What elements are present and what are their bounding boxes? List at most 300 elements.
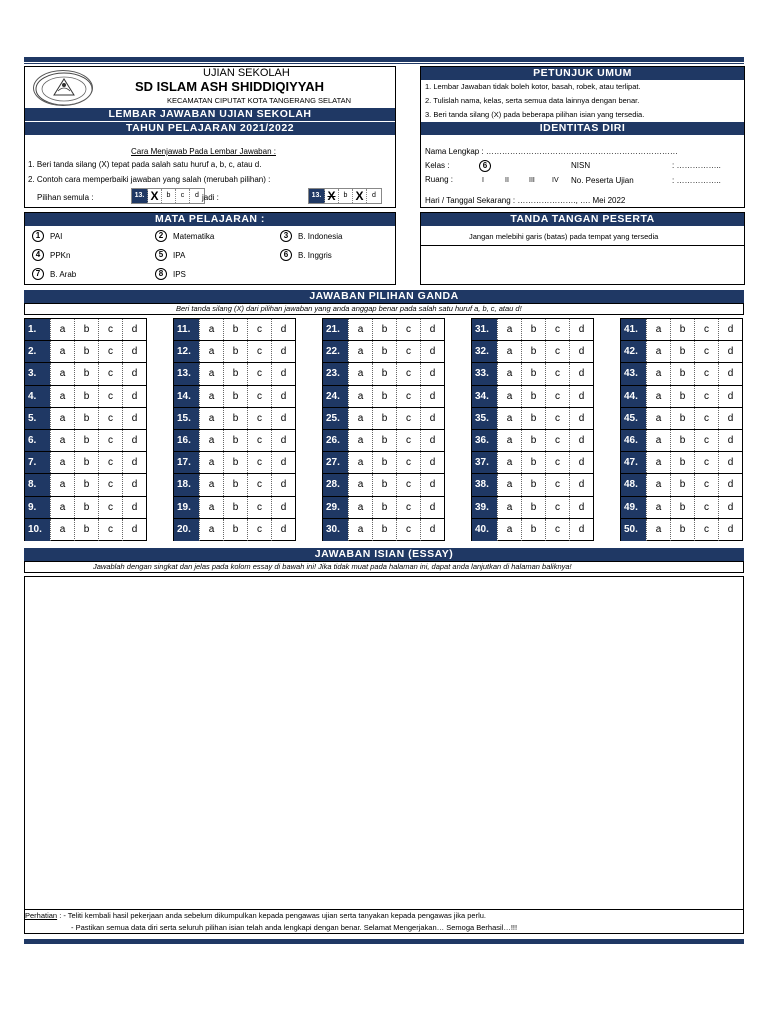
answer-option-c[interactable]: c xyxy=(247,519,271,541)
answer-option-a[interactable]: a xyxy=(497,452,521,473)
answer-option-d[interactable]: d xyxy=(122,474,146,495)
answer-option-a[interactable]: a xyxy=(199,386,223,407)
answer-option-c[interactable]: c xyxy=(247,363,271,384)
answer-option-a[interactable]: a xyxy=(50,363,74,384)
answer-option-c[interactable]: c xyxy=(396,474,420,495)
question-number: 30. xyxy=(323,519,348,541)
mapel-option-8[interactable] xyxy=(155,268,186,280)
bottom-rule xyxy=(24,939,744,944)
answer-option-c[interactable]: c xyxy=(247,341,271,362)
answer-option-b[interactable]: b xyxy=(670,519,694,541)
answer-option-a[interactable]: a xyxy=(646,430,670,451)
answer-column-1 xyxy=(24,318,147,541)
answer-option-a[interactable]: a xyxy=(348,430,372,451)
answer-option-a[interactable]: a xyxy=(50,430,74,451)
answer-option-d[interactable]: d xyxy=(718,386,742,407)
answer-option-a[interactable]: a xyxy=(646,363,670,384)
answer-option-a[interactable]: a xyxy=(646,497,670,518)
answer-option-c[interactable]: c xyxy=(694,408,718,429)
question-number: 28. xyxy=(323,474,348,495)
answer-option-d[interactable]: d xyxy=(420,519,444,541)
answer-option-b[interactable]: b xyxy=(372,519,396,541)
perhatian-line-2: - Pastikan semua data diri serta seluruh pilihan isian telah anda lengkapi dengan benar. Selamat Mengerjakan… Semoga Berhasil…!!! xyxy=(71,923,518,932)
essay-note: Jawablah dengan singkat dan jelas pada kolom essay di bawah ini! Jika tidak muat pada halaman ini, dapat anda lanjutkan di halaman baliknya! xyxy=(93,562,572,571)
answer-option-c[interactable]: c xyxy=(545,430,569,451)
answer-option-d[interactable]: d xyxy=(271,408,295,429)
answer-option-c[interactable]: c xyxy=(545,363,569,384)
question-number: 9. xyxy=(25,497,50,518)
answer-option-d[interactable]: d xyxy=(122,363,146,384)
answer-row xyxy=(25,341,146,363)
signature-area[interactable] xyxy=(421,246,744,284)
pilihan-semula-label: Pilihan semula : xyxy=(37,193,94,202)
answer-option-b[interactable]: b xyxy=(74,430,98,451)
answer-option-a[interactable]: a xyxy=(497,519,521,541)
answer-option-b[interactable]: b xyxy=(74,363,98,384)
answer-option-b[interactable]: b xyxy=(372,452,396,473)
mapel-number: 8 xyxy=(155,268,167,280)
answer-option-a[interactable]: a xyxy=(199,497,223,518)
answer-option-c[interactable]: c xyxy=(545,408,569,429)
answer-option-b[interactable]: b xyxy=(74,452,98,473)
question-number: 37. xyxy=(472,452,497,473)
mapel-option-7[interactable] xyxy=(32,268,76,280)
mapel-option-5[interactable] xyxy=(155,249,185,261)
question-number: 39. xyxy=(472,497,497,518)
answer-option-b[interactable]: b xyxy=(74,474,98,495)
petunjuk-title: PETUNJUK UMUM xyxy=(421,67,744,80)
answer-option-d[interactable]: d xyxy=(122,319,146,340)
question-number: 33. xyxy=(472,363,497,384)
answer-option-b[interactable]: b xyxy=(372,386,396,407)
answer-option-d[interactable]: d xyxy=(718,341,742,362)
answer-option-a[interactable]: a xyxy=(497,341,521,362)
answer-option-a[interactable]: a xyxy=(50,386,74,407)
answer-option-a[interactable]: a xyxy=(497,497,521,518)
answer-option-d[interactable]: d xyxy=(420,430,444,451)
answer-option-b[interactable]: b xyxy=(74,386,98,407)
question-number: 45. xyxy=(621,408,646,429)
answer-option-d[interactable]: d xyxy=(718,497,742,518)
answer-row xyxy=(621,363,742,385)
answer-option-d[interactable]: d xyxy=(569,363,593,384)
answer-option-b[interactable]: b xyxy=(223,408,247,429)
answer-option-c[interactable]: c xyxy=(247,497,271,518)
answer-option-a[interactable]: a xyxy=(646,386,670,407)
answer-option-c[interactable]: c xyxy=(98,519,122,541)
perhatian-text-1: : - Teliti kembali hasil pekerjaan anda sebelum dikumpulkan kepada pengawas ujian serta tanyakan kepada pengawas jika perlu. xyxy=(57,911,486,920)
answer-option-b[interactable]: b xyxy=(74,341,98,362)
nama-field[interactable]: Nama Lengkap : ……………………………………………………………… xyxy=(425,147,678,156)
essay-note-box xyxy=(24,561,744,573)
kelas-label: Kelas : xyxy=(425,161,450,170)
answer-option-d[interactable]: d xyxy=(420,408,444,429)
answer-option-b[interactable]: b xyxy=(372,474,396,495)
answer-option-b[interactable]: b xyxy=(670,319,694,340)
answer-option-d[interactable]: d xyxy=(569,474,593,495)
question-number: 7. xyxy=(25,452,50,473)
answer-option-d[interactable]: d xyxy=(569,452,593,473)
answer-option-b[interactable]: b xyxy=(223,341,247,362)
answer-option-d[interactable]: d xyxy=(420,341,444,362)
answer-option-a[interactable]: a xyxy=(50,474,74,495)
answer-option-b[interactable]: b xyxy=(223,386,247,407)
answer-option-d[interactable]: d xyxy=(271,474,295,495)
answer-option-b[interactable]: b xyxy=(372,319,396,340)
mapel-option-6[interactable] xyxy=(280,249,332,261)
answer-option-d[interactable]: d xyxy=(569,519,593,541)
answer-option-b[interactable]: b xyxy=(521,386,545,407)
answer-row xyxy=(174,341,295,363)
answer-option-c[interactable]: c xyxy=(545,497,569,518)
answer-option-c[interactable]: c xyxy=(98,497,122,518)
answer-option-d[interactable]: d xyxy=(122,519,146,541)
answer-option-a[interactable]: a xyxy=(50,519,74,541)
answer-option-d[interactable]: d xyxy=(122,386,146,407)
answer-option-c[interactable]: c xyxy=(247,386,271,407)
answer-option-c[interactable]: c xyxy=(545,319,569,340)
answer-option-d[interactable]: d xyxy=(122,430,146,451)
answer-option-c[interactable]: c xyxy=(98,341,122,362)
answer-option-c[interactable]: c xyxy=(694,430,718,451)
answer-option-a[interactable]: a xyxy=(348,386,372,407)
answer-option-d[interactable]: d xyxy=(569,497,593,518)
answer-option-d[interactable]: d xyxy=(271,452,295,473)
answer-option-c[interactable]: c xyxy=(545,341,569,362)
question-number: 13. xyxy=(174,363,199,384)
answer-option-a[interactable]: a xyxy=(199,430,223,451)
answer-option-d[interactable]: d xyxy=(271,341,295,362)
answer-row xyxy=(621,319,742,341)
answer-option-d[interactable]: d xyxy=(420,386,444,407)
example-before: 13. X b c d xyxy=(131,188,205,204)
answer-option-b[interactable]: b xyxy=(372,363,396,384)
answer-option-b[interactable]: b xyxy=(670,452,694,473)
answer-option-a[interactable]: a xyxy=(497,363,521,384)
answer-option-d[interactable]: d xyxy=(569,408,593,429)
ruang-option-3[interactable]: III xyxy=(529,177,535,184)
nisn-field[interactable]: : …………….. xyxy=(672,161,721,170)
answer-option-b[interactable]: b xyxy=(74,519,98,541)
answer-row xyxy=(472,408,593,430)
identitas-title: IDENTITAS DIRI xyxy=(421,122,744,135)
answer-option-a[interactable]: a xyxy=(50,408,74,429)
answer-option-a[interactable]: a xyxy=(50,452,74,473)
answer-option-a[interactable]: a xyxy=(646,474,670,495)
answer-option-a[interactable]: a xyxy=(497,319,521,340)
mapel-name: Matematika xyxy=(173,231,215,241)
answer-option-a[interactable]: a xyxy=(348,408,372,429)
answer-option-d[interactable]: d xyxy=(122,408,146,429)
answer-option-c[interactable]: c xyxy=(98,386,122,407)
answer-row xyxy=(174,497,295,519)
question-number: 36. xyxy=(472,430,497,451)
answer-option-c[interactable]: c xyxy=(694,452,718,473)
answer-row xyxy=(25,363,146,385)
answer-option-c[interactable]: c xyxy=(396,341,420,362)
answer-option-c[interactable]: c xyxy=(98,430,122,451)
perhatian-divider xyxy=(25,909,743,910)
answer-column-3 xyxy=(322,318,445,541)
answer-option-b[interactable]: b xyxy=(521,319,545,340)
answer-option-b[interactable]: b xyxy=(74,319,98,340)
answer-option-a[interactable]: a xyxy=(348,363,372,384)
answer-option-b[interactable]: b xyxy=(74,497,98,518)
answer-option-b[interactable]: b xyxy=(670,363,694,384)
answer-option-d[interactable]: d xyxy=(420,319,444,340)
answer-option-c[interactable]: c xyxy=(694,519,718,541)
answer-option-b[interactable]: b xyxy=(521,430,545,451)
question-number: 35. xyxy=(472,408,497,429)
answer-option-a[interactable]: a xyxy=(199,452,223,473)
answer-option-c[interactable]: c xyxy=(247,452,271,473)
answer-option-d[interactable]: d xyxy=(420,363,444,384)
question-number: 17. xyxy=(174,452,199,473)
answer-option-a[interactable]: a xyxy=(348,341,372,362)
answer-option-c[interactable]: c xyxy=(98,452,122,473)
question-number: 40. xyxy=(472,519,497,541)
answer-option-c[interactable]: c xyxy=(247,408,271,429)
answer-option-b[interactable]: b xyxy=(670,341,694,362)
answer-option-b[interactable]: b xyxy=(521,341,545,362)
answer-option-d[interactable]: d xyxy=(718,452,742,473)
answer-option-c[interactable]: c xyxy=(694,319,718,340)
answer-option-d[interactable]: d xyxy=(271,319,295,340)
answer-option-b[interactable]: b xyxy=(521,452,545,473)
answer-option-d[interactable]: d xyxy=(122,452,146,473)
answer-row xyxy=(472,430,593,452)
answer-option-c[interactable]: c xyxy=(396,430,420,451)
mapel-number: 1 xyxy=(32,230,44,242)
question-number: 15. xyxy=(174,408,199,429)
answer-option-b[interactable]: b xyxy=(74,408,98,429)
answer-option-d[interactable]: d xyxy=(718,363,742,384)
answer-option-c[interactable]: c xyxy=(98,408,122,429)
answer-row xyxy=(323,474,444,496)
peserta-field[interactable]: : …………….. xyxy=(672,176,721,185)
answer-option-a[interactable]: a xyxy=(646,341,670,362)
answer-row xyxy=(323,430,444,452)
question-number: 42. xyxy=(621,341,646,362)
answer-option-d[interactable]: d xyxy=(569,386,593,407)
answer-option-c[interactable]: c xyxy=(247,474,271,495)
answer-option-d[interactable]: d xyxy=(271,363,295,384)
mapel-option-3[interactable] xyxy=(280,230,342,242)
tanggal-field[interactable]: Hari / Tanggal Sekarang : …………………., …. Mei 2022 xyxy=(425,196,626,205)
answer-option-c[interactable]: c xyxy=(694,497,718,518)
answer-option-c[interactable]: c xyxy=(396,452,420,473)
question-number: 49. xyxy=(621,497,646,518)
answer-option-b[interactable]: b xyxy=(223,474,247,495)
pg-note: Beri tanda silang (X) dari pilihan jawaban yang anda anggap benar pada salah satu huruf a, b, c, atau d! xyxy=(176,304,522,313)
answer-option-c[interactable]: c xyxy=(98,363,122,384)
answer-option-c[interactable]: c xyxy=(545,452,569,473)
ruang-option-1[interactable]: I xyxy=(482,177,484,184)
answer-option-a[interactable]: a xyxy=(199,341,223,362)
question-number: 27. xyxy=(323,452,348,473)
answer-column-2 xyxy=(173,318,296,541)
mapel-number: 2 xyxy=(155,230,167,242)
answer-option-d[interactable]: d xyxy=(420,452,444,473)
answer-option-b[interactable]: b xyxy=(521,363,545,384)
answer-option-d[interactable]: d xyxy=(718,408,742,429)
answer-option-b[interactable]: b xyxy=(670,497,694,518)
answer-option-b[interactable]: b xyxy=(223,497,247,518)
answer-option-b[interactable]: b xyxy=(521,408,545,429)
mapel-name: B. Indonesia xyxy=(298,231,343,241)
answer-option-a[interactable]: a xyxy=(646,408,670,429)
answer-row xyxy=(174,386,295,408)
answer-row xyxy=(25,519,146,541)
answer-row xyxy=(621,341,742,363)
answer-option-a[interactable]: a xyxy=(348,519,372,541)
answer-option-c[interactable]: c xyxy=(545,519,569,541)
answer-option-c[interactable]: c xyxy=(396,363,420,384)
mapel-name: B. Inggris xyxy=(298,250,332,260)
question-number: 41. xyxy=(621,319,646,340)
answer-option-d[interactable]: d xyxy=(569,319,593,340)
ruang-label: Ruang : xyxy=(425,175,454,184)
answer-option-b[interactable]: b xyxy=(223,319,247,340)
answer-option-a[interactable]: a xyxy=(348,497,372,518)
question-number: 14. xyxy=(174,386,199,407)
answer-option-b[interactable]: b xyxy=(223,430,247,451)
answer-option-c[interactable]: c xyxy=(98,474,122,495)
ruang-option-4[interactable]: IV xyxy=(552,177,559,184)
answer-option-d[interactable]: d xyxy=(718,430,742,451)
answer-option-d[interactable]: d xyxy=(569,430,593,451)
mapel-option-1[interactable] xyxy=(32,230,62,242)
answer-option-b[interactable]: b xyxy=(521,497,545,518)
answer-option-a[interactable]: a xyxy=(497,430,521,451)
answer-option-a[interactable]: a xyxy=(199,408,223,429)
answer-option-b[interactable]: b xyxy=(372,341,396,362)
question-number: 22. xyxy=(323,341,348,362)
answer-option-b[interactable]: b xyxy=(223,519,247,541)
answer-option-a[interactable]: a xyxy=(646,519,670,541)
mapel-number: 6 xyxy=(280,249,292,261)
answer-option-c[interactable]: c xyxy=(396,408,420,429)
answer-option-a[interactable]: a xyxy=(497,386,521,407)
answer-option-d[interactable]: d xyxy=(569,341,593,362)
mapel-number: 3 xyxy=(280,230,292,242)
answer-option-b[interactable]: b xyxy=(521,474,545,495)
mapel-option-4[interactable] xyxy=(32,249,70,261)
answer-option-a[interactable]: a xyxy=(348,319,372,340)
essay-answer-area[interactable] xyxy=(24,576,744,934)
kelas-value[interactable]: 6 xyxy=(479,160,491,172)
answer-option-b[interactable]: b xyxy=(372,430,396,451)
answer-option-a[interactable]: a xyxy=(646,452,670,473)
answer-option-c[interactable]: c xyxy=(396,519,420,541)
mapel-option-2[interactable] xyxy=(155,230,214,242)
answer-option-b[interactable]: b xyxy=(223,452,247,473)
answer-option-a[interactable]: a xyxy=(50,319,74,340)
question-number: 6. xyxy=(25,430,50,451)
answer-row xyxy=(621,408,742,430)
answer-option-a[interactable]: a xyxy=(646,319,670,340)
answer-option-a[interactable]: a xyxy=(50,497,74,518)
question-number: 50. xyxy=(621,519,646,541)
answer-option-c[interactable]: c xyxy=(545,386,569,407)
question-number: 29. xyxy=(323,497,348,518)
answer-option-a[interactable]: a xyxy=(199,319,223,340)
answer-option-d[interactable]: d xyxy=(718,519,742,541)
answer-option-d[interactable]: d xyxy=(420,474,444,495)
mapel-title: MATA PELAJARAN : xyxy=(25,213,395,226)
answer-option-b[interactable]: b xyxy=(670,474,694,495)
answer-option-a[interactable]: a xyxy=(348,452,372,473)
cara-step1: 1. Beri tanda silang (X) tepat pada salah satu huruf a, b, c, atau d. xyxy=(28,160,262,169)
answer-option-d[interactable]: d xyxy=(122,497,146,518)
answer-option-c[interactable]: c xyxy=(98,319,122,340)
answer-option-d[interactable]: d xyxy=(718,319,742,340)
answer-option-b[interactable]: b xyxy=(372,408,396,429)
answer-option-d[interactable]: d xyxy=(122,341,146,362)
answer-option-b[interactable]: b xyxy=(670,430,694,451)
ruang-option-2[interactable]: II xyxy=(505,177,509,184)
answer-row xyxy=(25,497,146,519)
answer-option-c[interactable]: c xyxy=(694,386,718,407)
answer-option-d[interactable]: d xyxy=(718,474,742,495)
answer-option-a[interactable]: a xyxy=(497,408,521,429)
answer-option-c[interactable]: c xyxy=(694,363,718,384)
answer-option-c[interactable]: c xyxy=(396,497,420,518)
answer-option-c[interactable]: c xyxy=(545,474,569,495)
answer-option-a[interactable]: a xyxy=(199,474,223,495)
answer-option-c[interactable]: c xyxy=(694,341,718,362)
answer-option-a[interactable]: a xyxy=(199,519,223,541)
answer-row xyxy=(25,319,146,341)
answer-row xyxy=(472,474,593,496)
answer-option-c[interactable]: c xyxy=(396,386,420,407)
answer-row xyxy=(174,363,295,385)
answer-option-b[interactable]: b xyxy=(372,497,396,518)
answer-option-a[interactable]: a xyxy=(50,341,74,362)
petunjuk-item-1: 1. Lembar Jawaban tidak boleh kotor, basah, robek, atau terlipat. xyxy=(425,82,641,91)
answer-option-c[interactable]: c xyxy=(247,319,271,340)
question-number: 25. xyxy=(323,408,348,429)
answer-option-a[interactable]: a xyxy=(348,474,372,495)
question-number: 47. xyxy=(621,452,646,473)
answer-option-d[interactable]: d xyxy=(420,497,444,518)
answer-row xyxy=(323,452,444,474)
answer-option-b[interactable]: b xyxy=(670,408,694,429)
answer-option-b[interactable]: b xyxy=(521,519,545,541)
school-name: SD ISLAM ASH SHIDDIQIYYAH xyxy=(135,79,325,94)
answer-option-c[interactable]: c xyxy=(396,319,420,340)
answer-option-b[interactable]: b xyxy=(223,363,247,384)
answer-option-d[interactable]: d xyxy=(271,386,295,407)
answer-option-d[interactable]: d xyxy=(271,519,295,541)
mapel-name: IPA xyxy=(173,250,186,260)
question-number: 18. xyxy=(174,474,199,495)
answer-option-a[interactable]: a xyxy=(199,363,223,384)
nisn-label: NISN xyxy=(571,161,591,170)
answer-option-d[interactable]: d xyxy=(271,497,295,518)
top-rule-thin xyxy=(24,63,744,64)
mapel-number: 5 xyxy=(155,249,167,261)
answer-option-b[interactable]: b xyxy=(670,386,694,407)
answer-option-d[interactable]: d xyxy=(271,430,295,451)
answer-option-c[interactable]: c xyxy=(247,430,271,451)
answer-option-c[interactable]: c xyxy=(694,474,718,495)
answer-option-a[interactable]: a xyxy=(497,474,521,495)
question-number: 44. xyxy=(621,386,646,407)
question-number: 10. xyxy=(25,519,50,541)
answer-row xyxy=(323,319,444,341)
answer-row xyxy=(472,363,593,385)
